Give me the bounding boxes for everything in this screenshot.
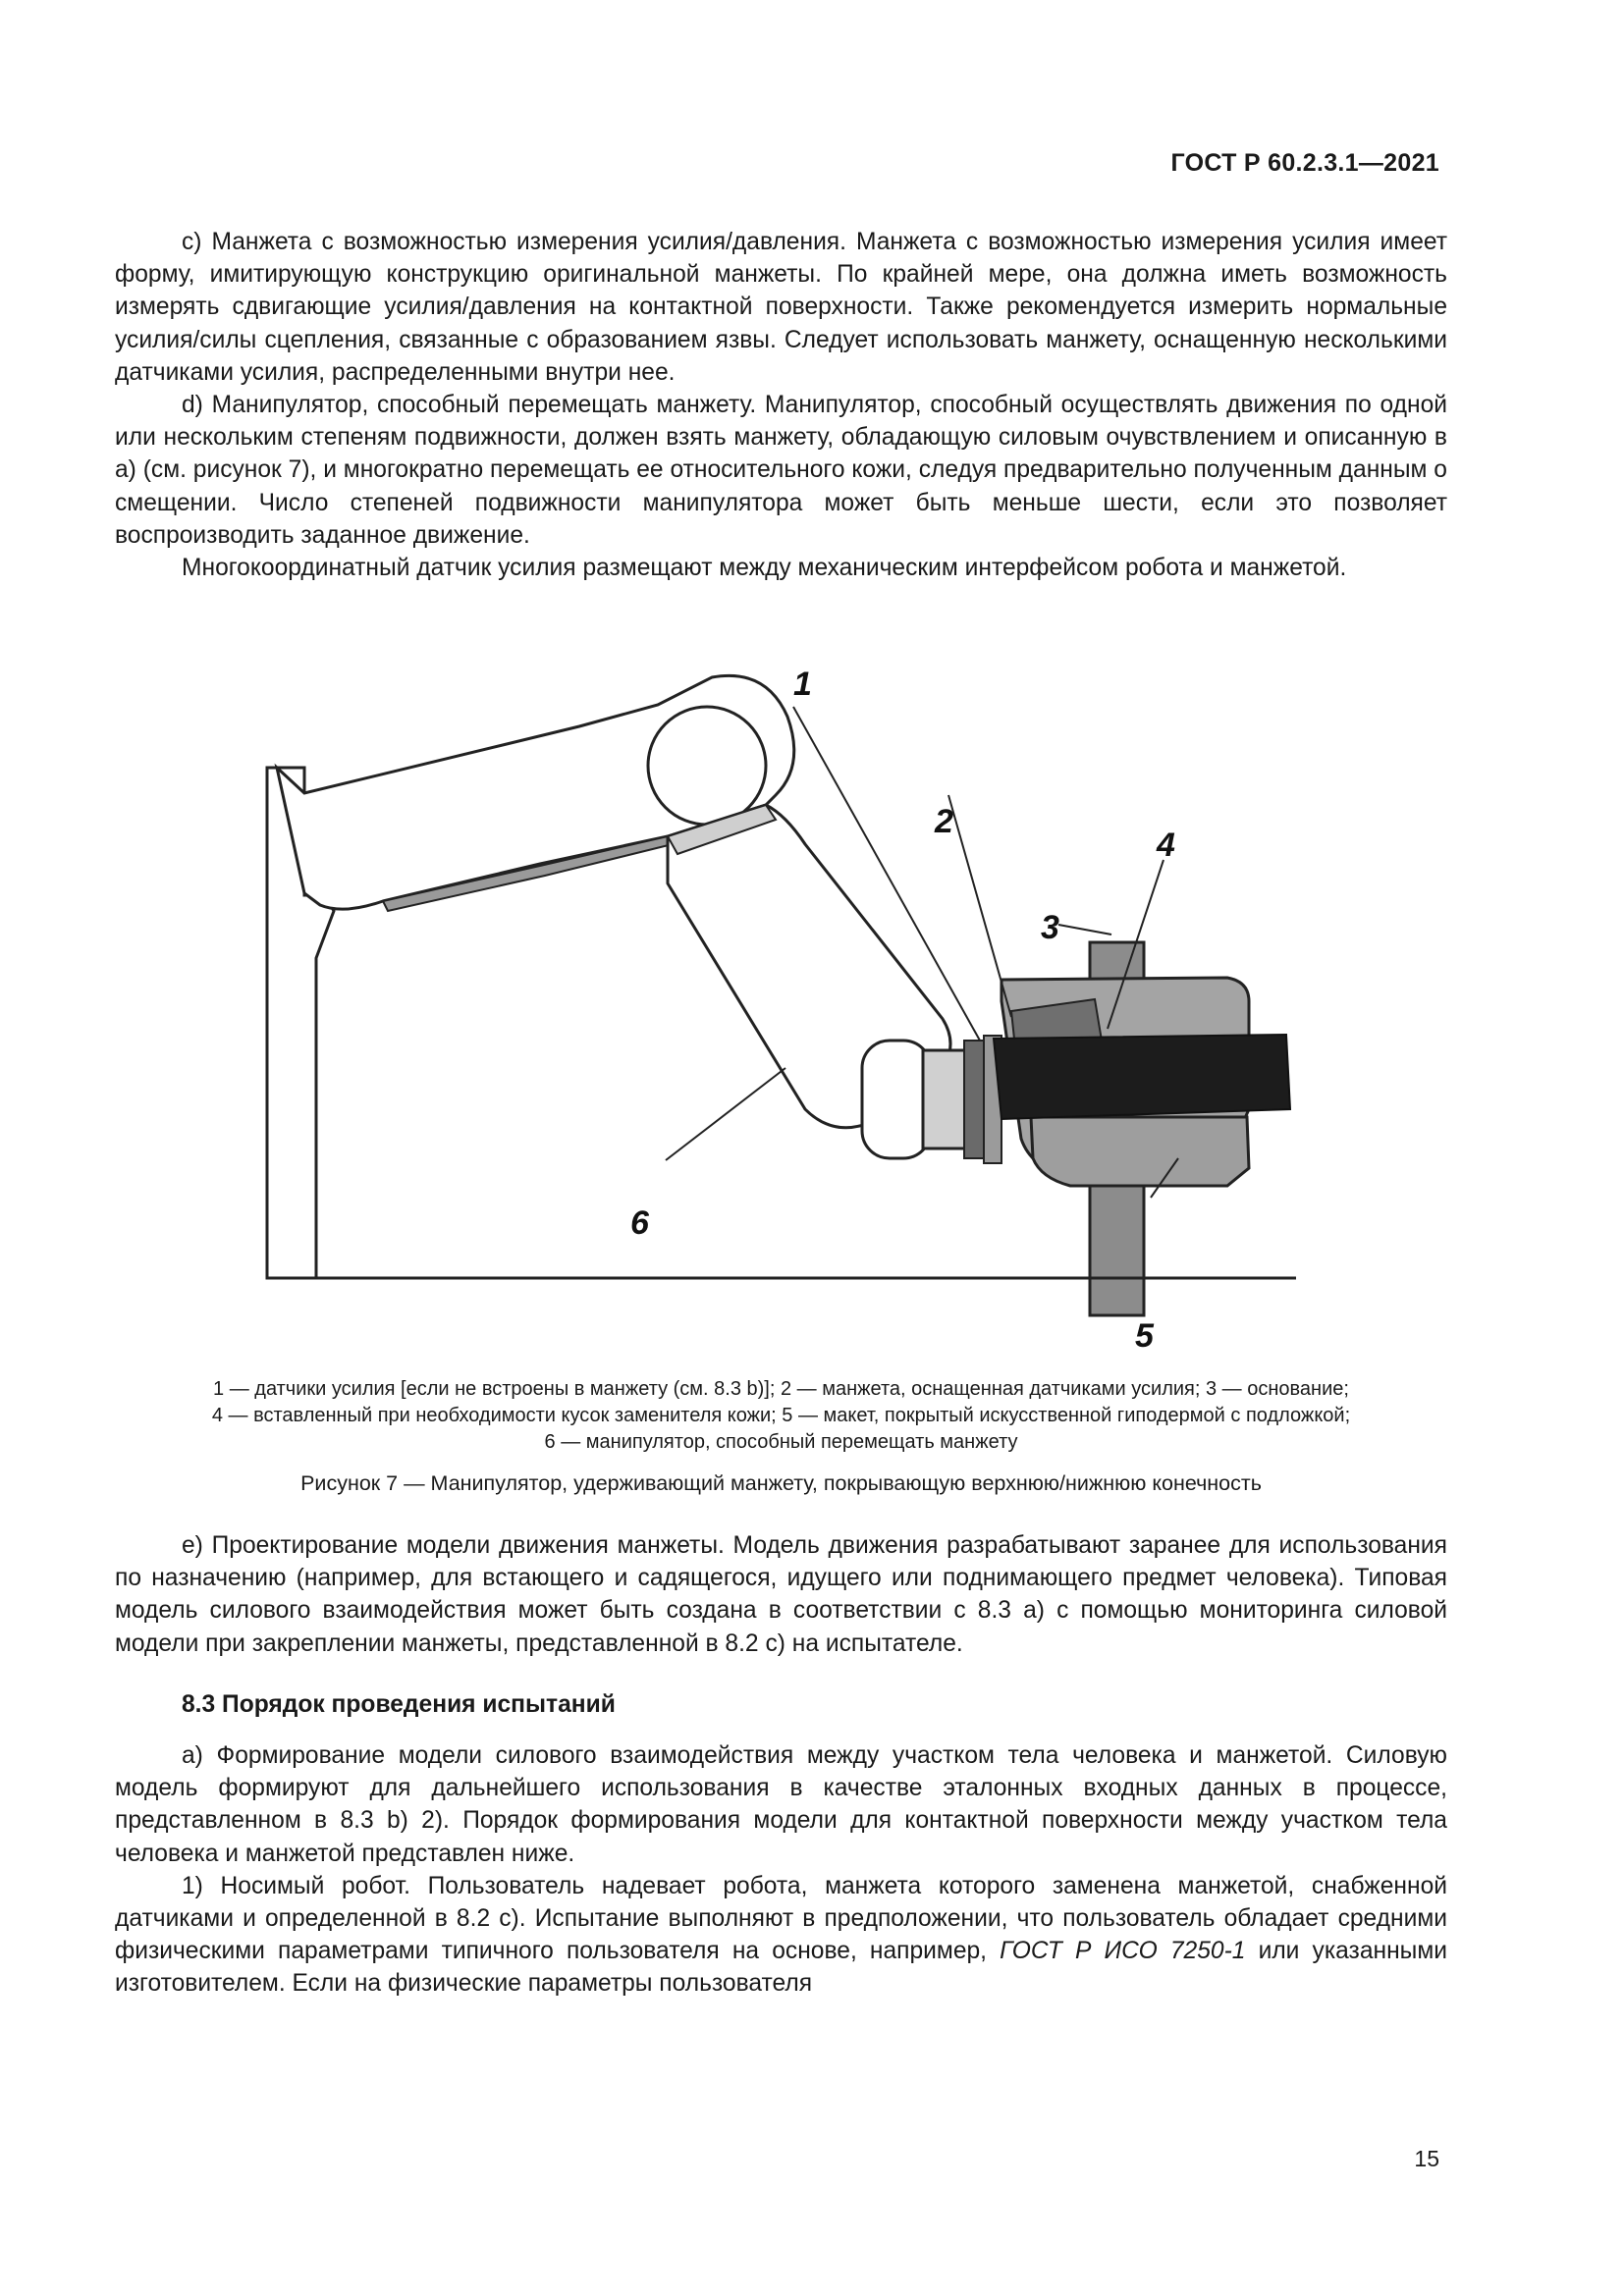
page-number: 15 [1414,2146,1439,2171]
paragraph-a: a) Формирование модели силового взаимодействия между участком тела человека и манжетой. Силовую модель формируют для дальнейшего использования в качестве эталонных входных данных в процессе, представленном в 8.3 b) 2). Порядок формирования модели для контактной поверхности между участком тела человека и манжетой представлен ниже. [115,1742,1447,1867]
figure-7 [255,648,1316,1355]
text-block-intro [115,226,1447,584]
section-heading: 8.3 Порядок проведения испытаний [182,1691,616,1718]
figure-label-3: 3 [1041,909,1059,946]
paragraph-1 [115,1870,1447,2001]
figure-label-6: 6 [630,1204,649,1242]
robot-wrist [862,1041,931,1158]
figure-caption: Рисунок 7 — Манипулятор, удерживающий манжету, покрывающую верхнюю/нижнюю конечность [300,1471,1262,1495]
force-sensor [964,1041,984,1158]
paragraph-d: d) Манипулятор, способный перемещать манжету. Манипулятор, способный осуществлять движения по одной или нескольким степеням подвижности, должен взять манжету, обладающую силовым очувствлением и описанную в a) (см. рисунок 7), и многократно перемещать ее относительного кожи, следуя предварительно полученным данным о смещении. Число степеней подвижности манипулятора может быть меньше шести, если это позволяет воспроизводить заданное движение. [115,392,1447,549]
paragraph-c: c) Манжета с возможностью измерения усилия/давления. Манжета с возможностью измерения усилия имеет форму, имитирующую конструкцию оригинальной манжеты. По крайней мере, она должна иметь возможность измерять сдвигающие усилия/давления на контактной поверхности. Также рекомендуется измерить нормальные усилия/силы сцепления, связанные с образованием язвы. Следует использовать манжету, оснащенную несколькими датчиками усилия, распределенными внутри нее. [115,229,1447,386]
figure-label-1: 1 [793,666,812,703]
paragraph-e: e) Проектирование модели движения манжеты. Модель движения разрабатывают заранее для использования по назначению (например, для встающего и садящегося, идущего или поднимающего предмет человека). Типовая модель силового взаимодействия может быть создана в соответствии с 8.3 a) с помощью мониторинга силовой модели при закреплении манжеты, представленной в 8.2 c) на испытателе. [115,1532,1447,1657]
cuff-strap [994,1035,1290,1119]
manipulator-drawing [255,648,1316,1355]
text-block-e [115,1529,1447,1660]
leader-line-2 [948,795,1011,1017]
mock-limb [1031,1117,1249,1186]
figure-label-4: 4 [1157,827,1175,864]
standard-reference: ГОСТ Р ИСО 7250-1 [1000,1938,1246,1965]
wrist-flange [923,1050,966,1148]
legend-line: 1 — датчики усилия [если не встроены в манжету (см. 8.3 b)]; 2 — манжета, оснащенная датчиками усилия; 3 — основание; [213,1378,1349,1400]
figure-legend [115,1376,1447,1456]
robot-shoulder-joint [648,707,766,825]
legend-line: 6 — манипулятор, способный перемещать манжету [544,1431,1018,1453]
legend-line: 4 — вставленный при необходимости кусок заменителя кожи; 5 — макет, покрытый искусственной гиподермой с подложкой; [211,1405,1351,1426]
paragraph-sensor: Многокоординатный датчик усилия размещают между механическим интерфейсом робота и манжетой. [182,555,1347,582]
leader-line-3 [1058,925,1111,934]
text-block-procedure [115,1739,1447,2001]
figure-label-2: 2 [935,803,953,840]
document-header: ГОСТ Р 60.2.3.1—2021 [1170,149,1439,177]
leader-line-6 [666,1068,785,1160]
figure-label-5: 5 [1135,1317,1154,1355]
paragraph-1-start: 1) Носимый робот. Пользователь надевает робота, манжета которого заменена манжетой, снабженной датчиками и определенной в 8.2 c). Испытание выполняют в предположении, что пользователь обладает средними физическими параметрами типичного пользователя на основе, например, [115,1872,1447,1965]
paragraph-1-end: или указанными изготовителем. Если на физические параметры пользователя [115,1938,1448,1998]
